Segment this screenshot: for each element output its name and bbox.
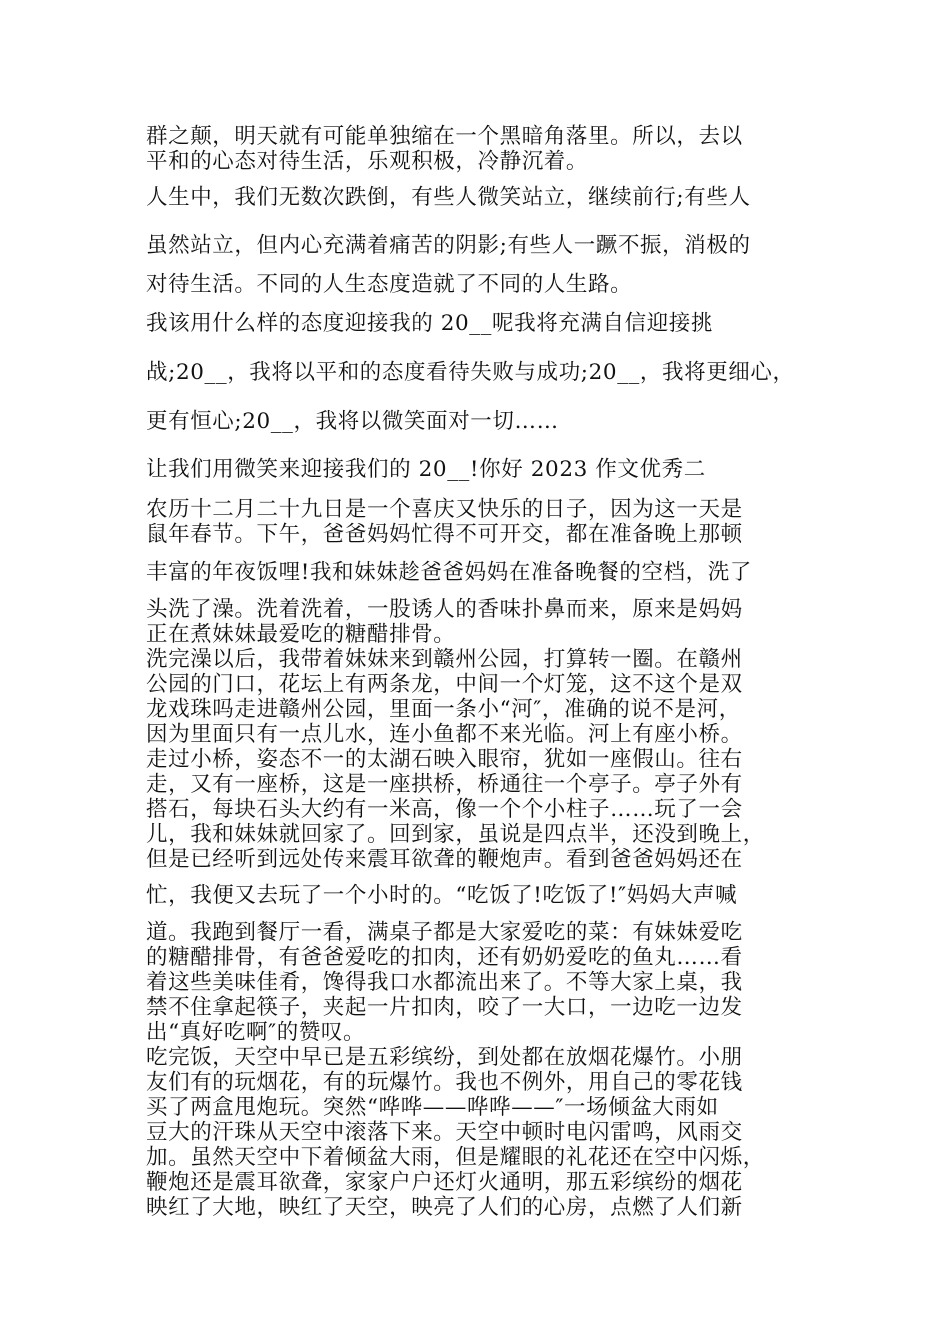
text-line: 禁不住拿起筷子，夹起一片扣肉，咬了一大口，一边吃一边发 bbox=[146, 995, 743, 1020]
text-line: 洗完澡以后，我带着妹妹来到赣州公园，打算转一圈。在赣州 bbox=[146, 647, 743, 672]
text-line: 人生中，我们无数次跌倒，有些人微笑站立，继续前行;有些人 bbox=[146, 185, 751, 210]
text-line: 吃完饭，天空中早已是五彩缤纷，到处都在放烟花爆竹。小朋 bbox=[146, 1045, 743, 1070]
text-line: 头洗了澡。洗着洗着，一股诱人的香味扑鼻而来，原来是妈妈 bbox=[146, 597, 743, 622]
text-line: 鼠年春节。下午，爸爸妈妈忙得不可开交，都在准备晚上那顿 bbox=[146, 522, 743, 547]
text-line: 走过小桥，姿态不一的太湖石映入眼帘，犹如一座假山。往右 bbox=[146, 747, 743, 772]
text-line: 我该用什么样的态度迎接我的 20__呢我将充满自信迎接挑 bbox=[146, 311, 713, 336]
text-line: 虽然站立，但内心充满着痛苦的阴影;有些人一蹶不振，消极的 bbox=[146, 233, 751, 258]
text-line: 更有恒心;20__，我将以微笑面对一切…… bbox=[146, 409, 559, 434]
text-line: 着这些美味佳肴，馋得我口水都流出来了。不等大家上桌，我 bbox=[146, 970, 743, 995]
text-line: 儿，我和妹妹就回家了。回到家，虽说是四点半，还没到晚上， bbox=[146, 822, 765, 847]
heading-line: 让我们用微笑来迎接我们的 20__!你好 2023 作文优秀二 bbox=[146, 457, 706, 482]
text-line: 农历十二月二十九日是一个喜庆又快乐的日子，因为这一天是 bbox=[146, 497, 743, 522]
text-line: 群之颠，明天就有可能单独缩在一个黑暗角落里。所以，去以 bbox=[146, 124, 743, 149]
text-line: 搭石，每块石头大约有一米高，像一个个小柱子……玩了一会 bbox=[146, 797, 743, 822]
text-line: 但是已经听到远处传来震耳欲聋的鞭炮声。看到爸爸妈妈还在 bbox=[146, 847, 743, 872]
text-line: 平和的心态对待生活，乐观积极，冷静沉着。 bbox=[146, 149, 589, 174]
text-line: 丰富的年夜饭哩!我和妹妹趁爸爸妈妈在准备晚餐的空档，洗了 bbox=[146, 560, 752, 585]
text-line: 对待生活。不同的人生态度造就了不同的人生路。 bbox=[146, 272, 633, 297]
text-line: 友们有的玩烟花，有的玩爆竹。我也不例外，用自己的零花钱 bbox=[146, 1070, 743, 1095]
text-line: 加。虽然天空中下着倾盆大雨，但是耀眼的礼花还在空中闪烁， bbox=[146, 1145, 765, 1170]
text-line: 买了两盒甩炮玩。突然“哗哗——哗哗——″一场倾盆大雨如 bbox=[146, 1095, 719, 1120]
text-line: 忙，我便又去玩了一个小时的。“吃饭了!吃饭了!″妈妈大声喊 bbox=[146, 883, 738, 908]
text-line: 豆大的汗珠从天空中滚落下来。天空中顿时电闪雷鸣，风雨交 bbox=[146, 1120, 743, 1145]
text-line: 因为里面只有一点儿水，连小鱼都不来光临。河上有座小桥。 bbox=[146, 722, 743, 747]
text-line: 走，又有一座桥，这是一座拱桥，桥通往一个亭子。亭子外有 bbox=[146, 772, 743, 797]
text-line: 龙戏珠吗走进赣州公园，里面一条小“河″，准确的说不是河， bbox=[146, 697, 741, 722]
text-line: 道。我跑到餐厅一看，满桌子都是大家爱吃的菜：有妹妹爱吃 bbox=[146, 920, 743, 945]
text-line: 公园的门口，花坛上有两条龙，中间一个灯笼，这不这个是双 bbox=[146, 672, 743, 697]
text-line: 战;20__，我将以平和的态度看待失败与成功;20__，我将更细心， bbox=[146, 360, 795, 385]
text-line: 出“真好吃啊″的赞叹。 bbox=[146, 1020, 366, 1045]
text-line: 映红了大地，映红了天空，映亮了人们的心房，点燃了人们新 bbox=[146, 1195, 743, 1220]
text-line: 鞭炮还是震耳欲聋，家家户户还灯火通明，那五彩缤纷的烟花 bbox=[146, 1170, 743, 1195]
text-line: 正在煮妹妹最爱吃的糖醋排骨。 bbox=[146, 622, 456, 647]
text-line: 的糖醋排骨，有爸爸爱吃的扣肉，还有奶奶爱吃的鱼丸……看 bbox=[146, 945, 743, 970]
